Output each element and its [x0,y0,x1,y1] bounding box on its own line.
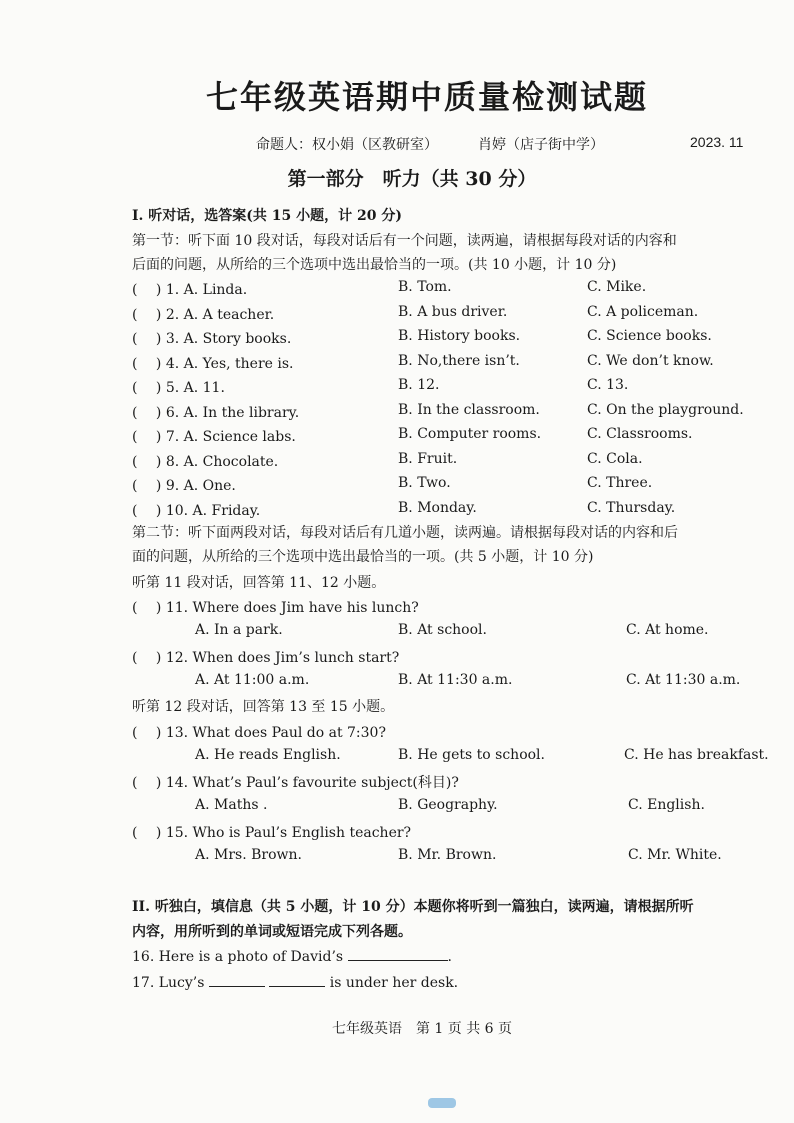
q11-stem: ( ) 11. Where does Jim have his lunch? [132,600,419,616]
q7-option-c: C. Classrooms. [587,426,693,442]
q9-option-b: B. Two. [398,475,451,491]
q2-option-c: C. A policeman. [587,304,699,320]
q9-stem-option-a: ( ) 9. A. One. [132,478,236,494]
q11-option-a: A. In a park. [195,622,283,638]
q15-option-c: C. Mr. White. [628,847,722,863]
q13-option-a: A. He reads English. [195,747,341,763]
q13-option-c: C. He has breakfast. [624,747,769,763]
q15-option-b: B. Mr. Brown. [398,847,497,863]
q16-answer-blank[interactable] [348,948,448,961]
section-ii-heading-line2: 内容，用所听到的单词或短语完成下列各题。 [132,924,412,940]
q4-option-c: C. We don’t know. [587,353,714,369]
q6-option-c: C. On the playground. [587,402,744,418]
q15-option-a: A. Mrs. Brown. [195,847,302,863]
authors-line [256,134,604,154]
part-heading: 第一部分 听力（共 30 分） [287,168,537,190]
q10-stem-option-a: ( ) 10. A. Friday. [132,503,261,519]
section1-instructions-line1: 第一节：听下面 10 段对话，每段对话后有一个问题，读两遍，请根据每段对话的内容和 [132,233,677,249]
q15-stem: ( ) 15. Who is Paul’s English teacher? [132,825,412,841]
q3-option-c: C. Science books. [587,328,712,344]
q16-period: . [447,949,452,965]
section2-instructions-line1: 第二节：听下面两段对话，每段对话后有几道小题，读两遍。请根据每段对话的内容和后 [132,525,678,541]
q8-option-b: B. Fruit. [398,451,458,467]
q16-text: 16. Here is a photo of David’s [132,949,344,965]
q14-option-b: B. Geography. [398,797,498,813]
q10-option-c: C. Thursday. [587,500,676,516]
q6-stem-option-a: ( ) 6. A. In the library. [132,405,300,421]
q17-text-end: is under her desk. [329,975,459,991]
section1-instructions-line2: 后面的问题，从所给的三个选项中选出最恰当的一项。(共 10 小题，计 10 分) [132,257,617,273]
q2-stem-option-a: ( ) 2. A. A teacher. [132,307,275,323]
section-i-heading: I. 听对话，选答案(共 15 小题，计 20 分) [132,208,403,224]
q13-stem: ( ) 13. What does Paul do at 7:30? [132,725,386,741]
q11-option-b: B. At school. [398,622,487,638]
q2-option-b: B. A bus driver. [398,304,508,320]
q7-stem-option-a: ( ) 7. A. Science labs. [132,429,296,445]
section-ii-heading-line1: II. 听独白，填信息（共 5 小题，计 10 分）本题你将听到一篇独白，读两遍，请根据所听 [132,899,694,915]
q5-stem-option-a: ( ) 5. A. 11. [132,380,225,396]
q14-option-a: A. Maths . [195,797,268,813]
q6-option-b: B. In the classroom. [398,402,540,418]
q14-option-c: C. English. [628,797,705,813]
dialogue-11-note: 听第 11 段对话，回答第 11、12 小题。 [132,575,386,591]
page-title: 七年级英语期中质量检测试题 [205,78,648,116]
q17-text: 17. Lucy’s [132,975,205,991]
q12-option-a: A. At 11:00 a.m. [195,672,310,688]
q8-option-c: C. Cola. [587,451,643,467]
q11-option-c: C. At home. [626,622,709,638]
q4-option-b: B. No,there isn’t. [398,353,520,369]
q3-stem-option-a: ( ) 3. A. Story books. [132,331,292,347]
q7-option-b: B. Computer rooms. [398,426,542,442]
q3-option-b: B. History books. [398,328,521,344]
section2-instructions-line2: 面的问题，从所给的三个选项中选出最恰当的一项。(共 5 小题，计 10 分) [132,549,594,565]
q4-stem-option-a: ( ) 4. A. Yes, there is. [132,356,294,372]
q16-line [132,948,452,965]
author-2: 肖婷（店子街中学） [478,137,604,153]
q12-option-c: C. At 11:30 a.m. [626,672,741,688]
q1-option-c: C. Mike. [587,279,647,295]
q12-option-b: B. At 11:30 a.m. [398,672,513,688]
q9-option-c: C. Three. [587,475,653,491]
q1-stem-option-a: ( ) 1. A. Linda. [132,282,248,298]
q17-answer-blank-1[interactable] [209,974,265,987]
q10-option-b: B. Monday. [398,500,477,516]
q5-option-c: C. 13. [587,377,629,393]
q1-option-b: B. Tom. [398,279,452,295]
dialogue-12-note: 听第 12 段对话，回答第 13 至 15 小题。 [132,699,395,715]
q17-answer-blank-2[interactable] [269,974,325,987]
scan-mark [428,1098,456,1108]
author-1: 命题人：权小娟（区教研室） [256,137,438,153]
q17-line [132,974,458,991]
q12-stem: ( ) 12. When does Jim’s lunch start? [132,650,400,666]
page-footer: 七年级英语 第 1 页 共 6 页 [331,1021,513,1037]
exam-date: 2023. 11 [690,134,744,150]
q8-stem-option-a: ( ) 8. A. Chocolate. [132,454,279,470]
q13-option-b: B. He gets to school. [398,747,545,763]
q5-option-b: B. 12. [398,377,440,393]
q14-stem: ( ) 14. What’s Paul’s favourite subject(科目)? [132,775,459,791]
